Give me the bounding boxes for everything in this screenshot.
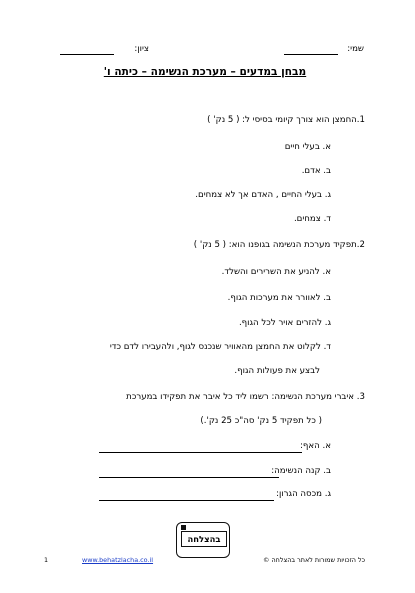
footer-copyright: כל הזכויות שמורות לאתר בהצלחה © [263, 556, 365, 564]
page-number: 1 [44, 556, 49, 564]
question-2-option-d: ד. לקלוט את החמצן מהאוויר שנכנס לגוף, ולהעבירו לדם כדי [109, 342, 331, 352]
question-3-item-nose: א. האף: [300, 441, 331, 451]
question-2-option-b: ב. לאוורר את מערכות הגוף. [227, 293, 331, 303]
behatzlacha-logo [176, 522, 230, 558]
question-3-stem: 3. איברי מערכת הנשימה: רשמו ליד כל איבר את תפקידו במערכת [126, 392, 365, 402]
question-1-option-c: ג. בעלי החיים , האדם אך לא צמחים. [195, 190, 331, 200]
answer-line-nose[interactable] [99, 452, 302, 453]
question-1-option-d: ד. צמחים. [293, 214, 331, 224]
logo-mark [181, 525, 186, 530]
name-label: שמי: [347, 44, 364, 54]
question-2-option-c: ג. להזרים אויר לכל הגוף. [238, 318, 331, 328]
question-1-option-b: ב. אדם. [301, 166, 331, 176]
name-field-line[interactable] [284, 54, 338, 55]
question-3-item-epiglottis: ג. מכסה הגרון: [276, 489, 331, 499]
page-title: מבחן במדעים – מערכת הנשימה – כיתה ו' [103, 66, 307, 78]
question-1-option-a: א. בעלי חיים [284, 142, 331, 152]
question-2-stem: 2.תפקיד מערכת הנשימה בגופנו הוא: ( 5 נק' ) [193, 240, 365, 250]
question-3-note: ( כל תפקיד 5 נק' סה"כ 25 נק'.) [200, 416, 322, 426]
question-3-item-trachea: ב. קנה הנשימה: [271, 466, 331, 476]
answer-line-trachea[interactable] [99, 477, 279, 478]
question-1-stem: 1.החמצן הוא צורך קיומי בסיסי ל: ( 5 נק' ) [207, 115, 365, 125]
question-2-option-d-continued: לבצע את פעולות הגוף. [234, 366, 320, 376]
grade-field-line[interactable] [60, 54, 114, 55]
question-2-option-a: א. להניע את השרירים והשלד. [221, 267, 331, 277]
logo-text: בהצלחה [181, 531, 227, 547]
grade-label: ציון: [134, 44, 149, 54]
footer-website-link[interactable]: www.behatzlacha.co.il [82, 556, 154, 564]
answer-line-epiglottis[interactable] [99, 500, 274, 501]
